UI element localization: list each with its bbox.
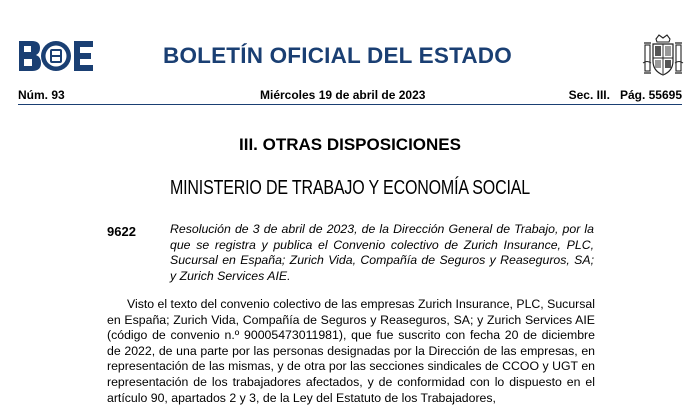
boe-logo	[18, 40, 94, 72]
resolution-summary: Resolución de 3 de abril de 2023, de la Dirección General de Trabajo, por la que se registra y publica el Convenio colectivo de Zurich Insurance, PLC, Sucursal en España; Zurich Vida, Compañía de Seguros y Reaseguros, SA; y Zurich Services AIE.	[170, 222, 594, 283]
section-title: III. OTRAS DISPOSICIONES	[239, 135, 461, 154]
header-rule	[18, 104, 682, 105]
section-page: Sec. III. Pág. 55695	[568, 88, 682, 102]
coat-of-arms-icon	[642, 33, 684, 79]
body-paragraph	[107, 297, 595, 406]
ministry-heading: MINISTERIO DE TRABAJO Y ECONOMÍA SOCIAL	[169, 177, 531, 199]
boe-logo-icon	[18, 40, 94, 72]
issue-meta-row	[18, 88, 682, 104]
issue-date: Miércoles 19 de abril de 2023	[260, 88, 426, 102]
body-paragraph-text: Visto el texto del convenio colectivo de las empresas Zurich Insurance, PLC, Sucursal en España; Zurich Vida, Compañía de Seguros y Reaseguros, SA; y Zurich Services AIE (código de convenio n.º 90005473011981), que fue suscrito con fecha 20 de diciembre de 2022, de una parte por las personas designadas por la Dirección de las empresas, en representación de las mismas, y de otra por las secciones sindicales de CCOO y UGT en representación de los trabajadores afectados, y de conformidad con lo dispuesto en el artículo 90, apartados 2 y 3, de la Ley del Estatuto de los Trabajadores,	[107, 297, 595, 405]
issue-number: Núm. 93	[18, 88, 65, 102]
entry-number: 9622	[107, 224, 136, 239]
gazette-title: BOLETÍN OFICIAL DEL ESTADO	[163, 43, 512, 68]
